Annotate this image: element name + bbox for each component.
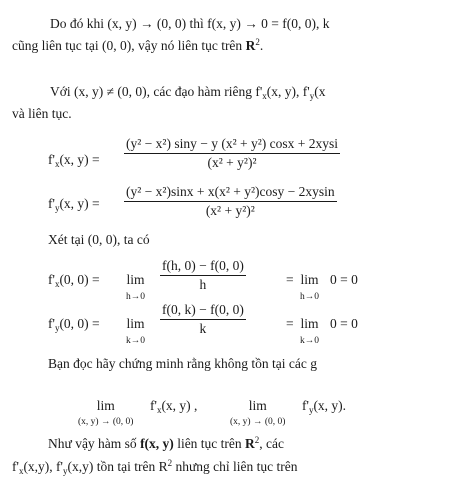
subscript: x [54, 279, 60, 289]
lim-word: lim [126, 316, 145, 331]
lim-subscript: h→0 [126, 292, 145, 302]
real-set-symbol: R [245, 436, 255, 451]
text-span: (x, y) , [161, 398, 198, 413]
xet-tai-line [48, 232, 150, 248]
subscript: y [62, 466, 68, 476]
subscript: y [309, 91, 315, 101]
lim-subscript: (x, y) → (0, 0) [78, 417, 134, 427]
text-span: . [259, 38, 264, 53]
text-span: nhưng chỉ liên tục trên [172, 459, 298, 474]
conclusion-line-1 [48, 436, 284, 452]
limit-fy-lhs [48, 316, 100, 332]
text-span: và liên tục. [12, 106, 72, 121]
text-span: Xét tại (0, 0), ta có [48, 232, 150, 247]
limit-fy-rhs-operator [300, 316, 319, 347]
lim-word: lim [300, 316, 319, 331]
subscript: x [262, 91, 267, 101]
lim-word: lim [126, 272, 145, 287]
limit-fy-operator [126, 316, 145, 347]
superscript: 2 [167, 458, 173, 468]
text-span: cũng liên tục tại (0, 0), vậy nó liên tục trên [12, 38, 246, 53]
paragraph-2-line-2 [12, 106, 72, 122]
text-span: 0 = 0 [330, 316, 358, 331]
ban-doc-line [48, 356, 317, 372]
fraction-denominator: h [199, 277, 207, 292]
lim-subscript: (x, y) → (0, 0) [230, 417, 286, 427]
text-span: (x,y), f' [23, 459, 63, 474]
text-span: = [286, 272, 294, 287]
equation-fy-lhs [48, 196, 100, 212]
fraction-numerator: f(0, k) − f(0, 0) [160, 302, 246, 320]
equation-fx-fraction [124, 136, 340, 171]
text-span: (x, y). [313, 398, 347, 413]
text-span: f' [48, 272, 55, 287]
text-span: f' [302, 398, 309, 413]
text-span: (x [314, 84, 326, 99]
lim-word: lim [300, 272, 319, 287]
subscript: x [156, 405, 162, 415]
text-span: (x, y) = [59, 152, 100, 167]
limit-fy-rhs-eq [286, 316, 294, 332]
limit-fx-lhs [48, 272, 100, 288]
lim-subscript: k→0 [126, 336, 145, 346]
fraction-numerator: (y² − x²) siny − y (x² + y²) cosx + 2xysi [124, 136, 340, 154]
text-span: Do đó khi (x, y) → (0, 0) thì f(x, y) → 0 = f(0, 0), k [50, 16, 330, 31]
subscript: y [54, 323, 60, 333]
text-span: liên tục trên [173, 436, 246, 451]
superscript: 2 [254, 435, 260, 445]
text-span: (0, 0) = [59, 272, 100, 287]
text-span: , các [259, 436, 285, 451]
lim-word: lim [96, 398, 115, 413]
lim-subscript: h→0 [300, 292, 319, 302]
text-span: (0, 0) = [59, 316, 100, 331]
equation-fy-fraction [124, 184, 337, 219]
limit-fx-rhs-operator [300, 272, 319, 303]
limit-fx-rhs-eq [286, 272, 294, 288]
text-span: Bạn đọc hãy chứng minh rằng không tồn tại các g [48, 356, 317, 371]
text-span: 0 = 0 [330, 272, 358, 287]
subscript: x [54, 159, 60, 169]
paragraph-1-line-2 [12, 38, 263, 54]
function-name: f(x, y) [140, 436, 174, 451]
limit-fy-rhs-value [330, 316, 358, 332]
text-span: f' [150, 398, 157, 413]
fraction-denominator: k [199, 321, 207, 336]
limit-pair-right-operator [230, 398, 285, 428]
fraction-denominator: (x² + y²)² [207, 155, 257, 170]
subscript: x [18, 466, 24, 476]
text-span: = [286, 316, 294, 331]
text-span: f' [48, 152, 55, 167]
fraction-numerator: f(h, 0) − f(0, 0) [160, 258, 246, 276]
text-span: Như vậy hàm số [48, 436, 141, 451]
text-span: (x, y) = [59, 196, 100, 211]
limit-pair-left-operator [78, 398, 133, 428]
text-span: (x,y) tồn tại trên R [67, 459, 168, 474]
lim-subscript: k→0 [300, 336, 319, 346]
limit-fx-operator [126, 272, 145, 303]
limit-fy-fraction [160, 302, 246, 337]
limit-fx-rhs-value [330, 272, 358, 288]
fraction-numerator: (y² − x²)sinx + x(x² + y²)cosy − 2xysin [124, 184, 337, 202]
text-span: (x, y), f' [266, 84, 310, 99]
real-set-symbol: R [245, 38, 256, 53]
text-span: Với (x, y) ≠ (0, 0), các đạo hàm riêng f' [50, 84, 263, 99]
superscript: 2 [255, 37, 260, 47]
equation-fx-lhs [48, 152, 100, 168]
paragraph-1-line-1 [50, 16, 329, 32]
limit-pair-left-expression [150, 398, 197, 414]
text-span: f' [12, 459, 19, 474]
limit-fx-fraction [160, 258, 246, 293]
limit-pair-right-expression [302, 398, 346, 414]
fraction-denominator: (x² + y²)² [205, 203, 255, 218]
lim-word: lim [248, 398, 267, 413]
conclusion-line-2 [12, 459, 298, 475]
subscript: y [54, 203, 60, 213]
subscript: y [308, 405, 314, 415]
paragraph-2-line-1 [50, 84, 325, 100]
text-span: f' [48, 316, 55, 331]
text-span: f' [48, 196, 55, 211]
